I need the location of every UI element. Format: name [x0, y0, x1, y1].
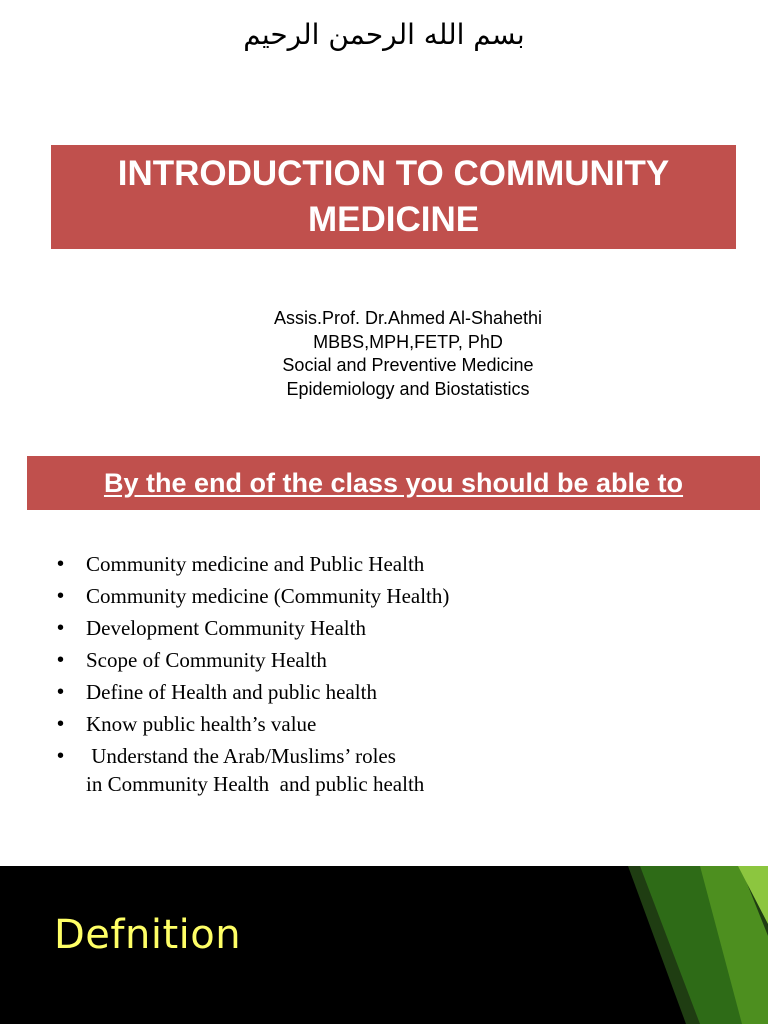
list-item-text: Community medicine (Community Health) [86, 584, 450, 608]
title-line-2: MEDICINE [307, 200, 480, 239]
list-item-text-continued: in Community Health and public health [86, 772, 425, 796]
author-degrees: MBBS,MPH,FETP, PhD [313, 331, 503, 352]
objectives-banner [27, 456, 760, 510]
list-item-text: Community medicine and Public Health [86, 552, 425, 576]
bullet-icon: • [57, 617, 65, 639]
list-item-text: Know public health’s value [86, 712, 317, 736]
author-info [108, 307, 708, 401]
list-item-text: Define of Health and public health [86, 680, 377, 704]
bullet-icon: • [57, 681, 65, 703]
objectives-list [57, 550, 737, 802]
list-item [57, 678, 737, 706]
list-item [57, 710, 737, 738]
list-item [57, 614, 737, 642]
author-name: Assis.Prof. Dr.Ahmed Al-Shahethi [273, 308, 543, 328]
list-item [57, 550, 737, 578]
title-line-1: INTRODUCTION TO COMMUNITY [117, 154, 670, 193]
bullet-icon: • [57, 553, 65, 575]
bullet-icon: • [57, 649, 65, 671]
list-item [57, 582, 737, 610]
list-item-text: Development Community Health [86, 616, 366, 640]
objectives-heading: By the end of the class you should be able to [103, 467, 684, 498]
author-department-2: Epidemiology and Biostatistics [286, 378, 530, 399]
basmala-heading: بسم الله الرحمن الرحيم [243, 18, 525, 51]
title-banner [51, 145, 736, 249]
slide-title [74, 151, 714, 243]
bullet-icon: • [57, 585, 65, 607]
list-item-text: Scope of Community Health [86, 648, 327, 672]
author-department-1: Social and Preventive Medicine [282, 355, 534, 375]
slide-2 [0, 866, 768, 1024]
bullet-icon: • [57, 745, 65, 767]
list-item-text: Understand the Arab/Muslims’ roles [86, 744, 396, 768]
list-item [57, 742, 737, 798]
slide-2-title: Defnition [54, 912, 242, 958]
bullet-icon: • [57, 713, 65, 735]
list-item [57, 646, 737, 674]
